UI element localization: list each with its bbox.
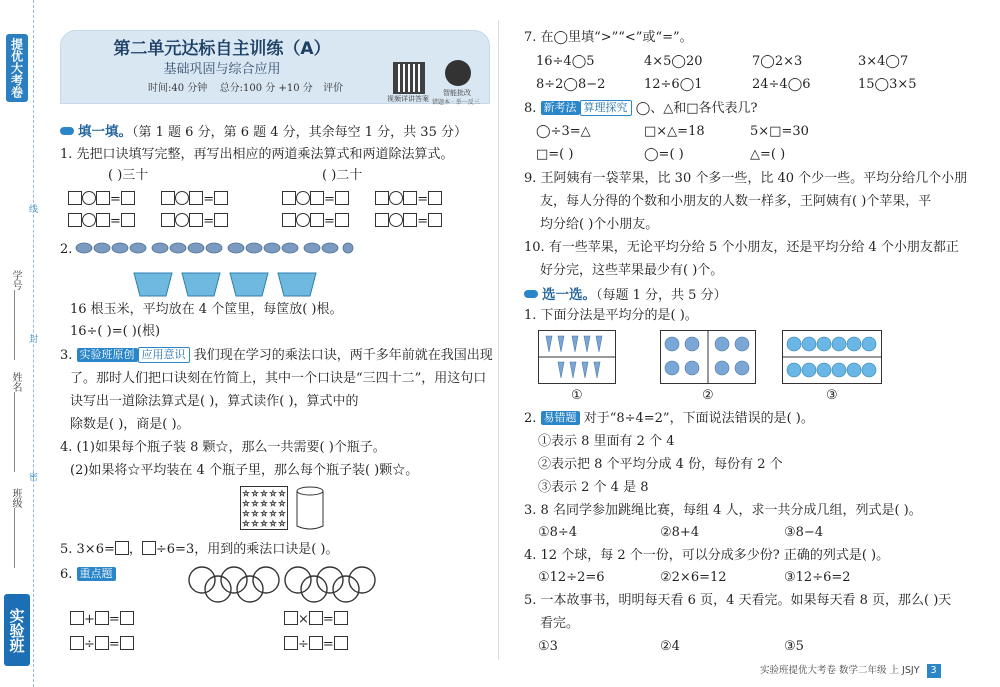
q8-eq1: ◯÷3=△ — [536, 124, 591, 139]
section2-note: （每题 1 分，共 5 分） — [596, 288, 727, 303]
c2-tag: 易错题 — [541, 411, 580, 425]
q5-text-b: ， — [128, 542, 142, 557]
c5-line1: 5. 一本故事书，明明每天看 6 页，4 天看完。如果每天看 8 页，那么( )天 — [524, 593, 952, 608]
answer-box[interactable] — [403, 213, 417, 227]
q3-line1 — [60, 346, 493, 366]
answer-box[interactable] — [214, 191, 228, 205]
page-subtitle: 基础巩固与综合应用 — [163, 62, 281, 77]
c4-opt3[interactable]: ③12÷6=2 — [784, 570, 851, 585]
c2-header — [524, 409, 814, 429]
answer-box[interactable] — [95, 636, 109, 650]
q7-cell: 7◯2×3 — [752, 54, 803, 69]
q6-tag: 重点题 — [77, 567, 116, 581]
q8-eq2: □×△=18 — [644, 124, 705, 139]
section-marker-icon — [60, 127, 74, 135]
q6-div-row-left: ÷ = — [70, 635, 134, 655]
answer-box[interactable] — [428, 191, 442, 205]
answer-box[interactable] — [120, 611, 134, 625]
q10-line1: 10. 有一些苹果，无论平均分给 5 个小朋友，还是平均分给 4 个小朋友都正 — [524, 240, 959, 255]
c3-text: 3. 8 名同学参加跳绳比赛，每组 4 人，求一共分成几组，列式是( )。 — [524, 503, 922, 518]
operator-circle[interactable] — [82, 213, 96, 227]
answer-box[interactable] — [309, 611, 323, 625]
answer-box[interactable] — [120, 636, 134, 650]
c4-opt2[interactable]: ②2×6=12 — [660, 570, 727, 585]
mi-mark: 密 — [27, 472, 37, 481]
footer — [760, 664, 941, 678]
svg-text:☆: ☆ — [269, 499, 277, 508]
svg-text:☆: ☆ — [278, 489, 286, 498]
q7-cell: 8÷2◯8−2 — [536, 77, 606, 92]
answer-box[interactable] — [428, 213, 442, 227]
answer-box[interactable] — [282, 213, 296, 227]
answer-box[interactable] — [189, 213, 203, 227]
answer-box[interactable] — [68, 191, 82, 205]
q2-text: 16 根玉米，平均放在 4 个筐里，每筐放( )根。 — [70, 302, 343, 317]
answer-box[interactable] — [335, 213, 349, 227]
answer-box[interactable] — [70, 636, 84, 650]
c5-line2: 看完。 — [540, 616, 580, 631]
c2-opt3[interactable]: ③表示 2 个 4 是 8 — [538, 480, 649, 495]
q8-tag-skill: 算理探究 — [580, 100, 632, 116]
answer-box[interactable] — [282, 191, 296, 205]
q8-text: ◯、△和□各代表几? — [635, 101, 758, 116]
logo-text: 实验班 — [7, 607, 26, 653]
qr-caption: 视频详讲答案 — [387, 95, 429, 103]
answer-box[interactable] — [403, 191, 417, 205]
svg-text:☆: ☆ — [278, 509, 286, 518]
blank-line — [14, 508, 15, 568]
c3-opt3[interactable]: ③8−4 — [784, 525, 824, 540]
answer-box[interactable] — [310, 213, 324, 227]
q7-cell: 24÷4◯6 — [752, 77, 811, 92]
answer-box[interactable] — [284, 611, 298, 625]
c1-opt1-label[interactable]: ① — [571, 388, 583, 403]
logo-vertical — [4, 594, 30, 666]
q1-mult-row-right: = = — [282, 190, 442, 210]
svg-text:☆: ☆ — [251, 509, 259, 518]
operator-circle[interactable] — [82, 191, 96, 205]
q3-line2: 了。那时人们把口诀刻在竹简上，其中一个口诀是“三四十二”，用这句口 — [70, 371, 487, 386]
c1-text: 1. 下面分法是平均分的是( )。 — [524, 308, 698, 323]
footer-text: 实验班提优大考卷 数学二年级 上 JSJY — [760, 665, 920, 676]
section-marker-icon — [524, 290, 538, 298]
c4-text: 4. 12 个球，每 2 个一份，可以分成多少份? 正确的列式是( )。 — [524, 548, 890, 563]
c1-option2-flowers — [660, 330, 756, 384]
svg-text:☆: ☆ — [242, 509, 250, 518]
q10-line2: 好分完，这些苹果最少有( )个。 — [540, 263, 724, 278]
smart-badge-icon — [445, 60, 471, 86]
score-info: 总分:100 分 +10 分 — [219, 83, 313, 94]
brand-text: 提优大考卷 — [9, 38, 24, 98]
q7-cell: 4×5◯20 — [644, 54, 703, 69]
svg-text:☆: ☆ — [251, 499, 259, 508]
section2-title: 选一选。 — [542, 287, 596, 303]
answer-box[interactable] — [96, 213, 110, 227]
answer-box[interactable] — [334, 611, 348, 625]
time-info: 时间:40 分钟 — [148, 83, 208, 94]
q8-ans2: ◯=( ) — [644, 147, 684, 162]
q1-mult-row-left: = = — [68, 190, 228, 210]
svg-text:☆: ☆ — [278, 519, 286, 528]
section1-title: 填一填。 — [78, 124, 132, 140]
stars-grid-illustration — [240, 486, 288, 530]
operator-circle[interactable] — [389, 213, 403, 227]
c1-option1-carrots — [538, 330, 616, 384]
olympic-rings-left — [186, 565, 282, 603]
answer-box[interactable] — [96, 191, 110, 205]
svg-text:☆: ☆ — [269, 519, 277, 528]
svg-text:☆: ☆ — [269, 489, 277, 498]
xian-mark: 线 — [27, 204, 37, 213]
section1-note: （第 1 题 6 分，第 6 题 4 分，其余每空 1 分，共 35 分） — [132, 125, 467, 140]
answer-box[interactable] — [189, 191, 203, 205]
q9-line1: 9. 王阿姨有一袋苹果，比 30 个多一些，比 40 个少一些。平均分给几个小朋 — [524, 171, 968, 186]
q9-line2: 友，每人分得的个数和小朋友的人数一样多，王阿姨有( )个苹果，平 — [540, 194, 932, 209]
answer-box[interactable] — [334, 636, 348, 650]
answer-box[interactable] — [284, 636, 298, 650]
svg-text:☆: ☆ — [278, 499, 286, 508]
q1-text: 1. 先把口诀填写完整，再写出相应的两道乘法算式和两道除法算式。 — [60, 147, 454, 162]
q5-text-a: 5. 3×6= — [60, 542, 115, 557]
q6-add-row: + = — [70, 610, 134, 630]
svg-text:☆: ☆ — [260, 509, 268, 518]
c3-opt1[interactable]: ①8÷4 — [538, 525, 578, 540]
qr-code[interactable] — [393, 62, 425, 94]
q7-cell: 16÷4◯5 — [536, 54, 595, 69]
c4-opt1[interactable]: ①12÷2=6 — [538, 570, 605, 585]
svg-text:☆: ☆ — [251, 519, 259, 528]
answer-box[interactable] — [310, 191, 324, 205]
answer-box[interactable] — [161, 191, 175, 205]
c5-opt1[interactable]: ①3 — [538, 639, 558, 654]
q3-tag-skill: 应用意识 — [138, 347, 190, 363]
corn-row-illustration — [74, 236, 354, 260]
answer-box[interactable] — [375, 213, 389, 227]
q5-row — [60, 540, 339, 560]
c2-text: 对于“8÷4=2”，下面说法错误的是( )。 — [583, 411, 814, 426]
answer-box[interactable] — [70, 611, 84, 625]
c5-opt3[interactable]: ③5 — [784, 639, 804, 654]
q1-div-row-right: = = — [282, 212, 442, 232]
q8-num: 8. — [524, 101, 537, 116]
answer-box[interactable] — [161, 213, 175, 227]
svg-text:☆: ☆ — [242, 499, 250, 508]
svg-text:☆: ☆ — [242, 489, 250, 498]
q6-header — [60, 565, 116, 585]
q3-line1-text: 我们现在学习的乘法口诀，两千多年前就在我国出现 — [193, 348, 493, 363]
side-strip — [0, 0, 36, 687]
q3-tag-original: 实验班原创 — [77, 348, 138, 362]
eval-label: 评价 — [323, 83, 344, 94]
section2-header — [524, 285, 727, 306]
answer-box[interactable] — [309, 636, 323, 650]
svg-text:☆: ☆ — [260, 489, 268, 498]
q2-num: 2. — [60, 242, 73, 257]
q3-line4: 除数是( )，商是( )。 — [70, 417, 190, 432]
c2-opt2[interactable]: ②表示把 8 个平均分成 4 份，每份有 2 个 — [538, 457, 783, 472]
q7-cell: 12÷6◯1 — [644, 77, 703, 92]
q2-eq: 16÷( )=( )(根) — [70, 324, 161, 339]
q4-line1: 4. (1)如果每个瓶子装 8 颗☆，那么一共需要( )个瓶子。 — [60, 440, 386, 455]
c2-opt1[interactable]: ①表示 8 里面有 2 个 4 — [538, 434, 675, 449]
q8-ans1: □=( ) — [536, 147, 574, 162]
q7-text: 7. 在◯里填“>”“<”或“=”。 — [524, 30, 693, 45]
answer-box[interactable] — [95, 611, 109, 625]
xuehao-label: 学号 — [10, 270, 21, 290]
q6-div-row-right: ÷ = — [284, 635, 348, 655]
svg-text:☆: ☆ — [260, 519, 268, 528]
answer-box[interactable] — [214, 213, 228, 227]
svg-text:☆: ☆ — [269, 509, 277, 518]
feng-mark: 封 — [27, 334, 37, 343]
c5-opt2[interactable]: ②4 — [660, 639, 680, 654]
operator-circle[interactable] — [296, 191, 310, 205]
brand-vertical — [6, 34, 28, 102]
q4-line2: (2)如果将☆平均装在 4 个瓶子里，那么每个瓶子装( )颗☆。 — [70, 463, 419, 478]
q1-right-label: ( )二十 — [322, 168, 363, 183]
q8-header — [524, 99, 758, 119]
page-title: 第二单元达标自主训练（A） — [113, 39, 331, 59]
c3-opt2[interactable]: ②8+4 — [660, 525, 700, 540]
q9-line3: 均分给( )个小朋友。 — [540, 217, 659, 232]
q8-tag-new: 新考法 — [541, 101, 580, 115]
blank-line — [14, 392, 15, 472]
answer-box[interactable] — [121, 213, 135, 227]
q3-line3: 诀写出一道除法算式是( )，算式读作( )，算式中的 — [70, 394, 359, 409]
answer-box[interactable] — [142, 541, 156, 555]
badge-caption: 智能批改 — [443, 89, 471, 97]
page-divider — [498, 20, 499, 660]
operator-circle[interactable] — [389, 191, 403, 205]
answer-box[interactable] — [121, 191, 135, 205]
olympic-rings-right — [282, 565, 378, 603]
c2-num: 2. — [524, 411, 537, 426]
answer-box[interactable] — [115, 541, 129, 555]
blank-line — [14, 290, 15, 360]
svg-text:☆: ☆ — [260, 499, 268, 508]
c1-opt3-label[interactable]: ③ — [826, 388, 838, 403]
c1-opt2-label[interactable]: ② — [702, 388, 714, 403]
answer-box[interactable] — [335, 191, 349, 205]
q7-cell: 3×4◯7 — [858, 54, 909, 69]
c1-option3-apples — [782, 330, 882, 384]
operator-circle[interactable] — [175, 191, 189, 205]
operator-circle[interactable] — [296, 213, 310, 227]
q6-num: 6. — [60, 567, 73, 582]
baskets-illustration — [132, 270, 322, 298]
meta-row — [148, 82, 343, 96]
banji-label: 班级 — [10, 488, 21, 508]
q5-text-c: ÷6=3，用到的乘法口诀是( )。 — [155, 542, 339, 557]
q8-ans3: △=( ) — [750, 147, 786, 162]
q8-eq3: 5×□=30 — [750, 124, 809, 139]
q7-cell: 15◯3×5 — [858, 77, 917, 92]
xingming-label: 姓名 — [10, 372, 21, 392]
q1-div-row-left: = = — [68, 212, 228, 232]
q6-mult-row: × = — [284, 610, 348, 630]
bottle-illustration — [294, 486, 326, 532]
cut-line — [33, 0, 34, 687]
answer-box[interactable] — [68, 213, 82, 227]
page-number: 3 — [927, 664, 941, 678]
q1-left-label: ( )三十 — [108, 168, 149, 183]
q3-num: 3. — [60, 348, 73, 363]
badge-subcaption: 错题本 · 举一反三 — [432, 99, 480, 106]
svg-text:☆: ☆ — [242, 519, 250, 528]
svg-text:☆: ☆ — [251, 489, 259, 498]
section1-header — [60, 122, 467, 143]
operator-circle[interactable] — [175, 213, 189, 227]
answer-box[interactable] — [375, 191, 389, 205]
